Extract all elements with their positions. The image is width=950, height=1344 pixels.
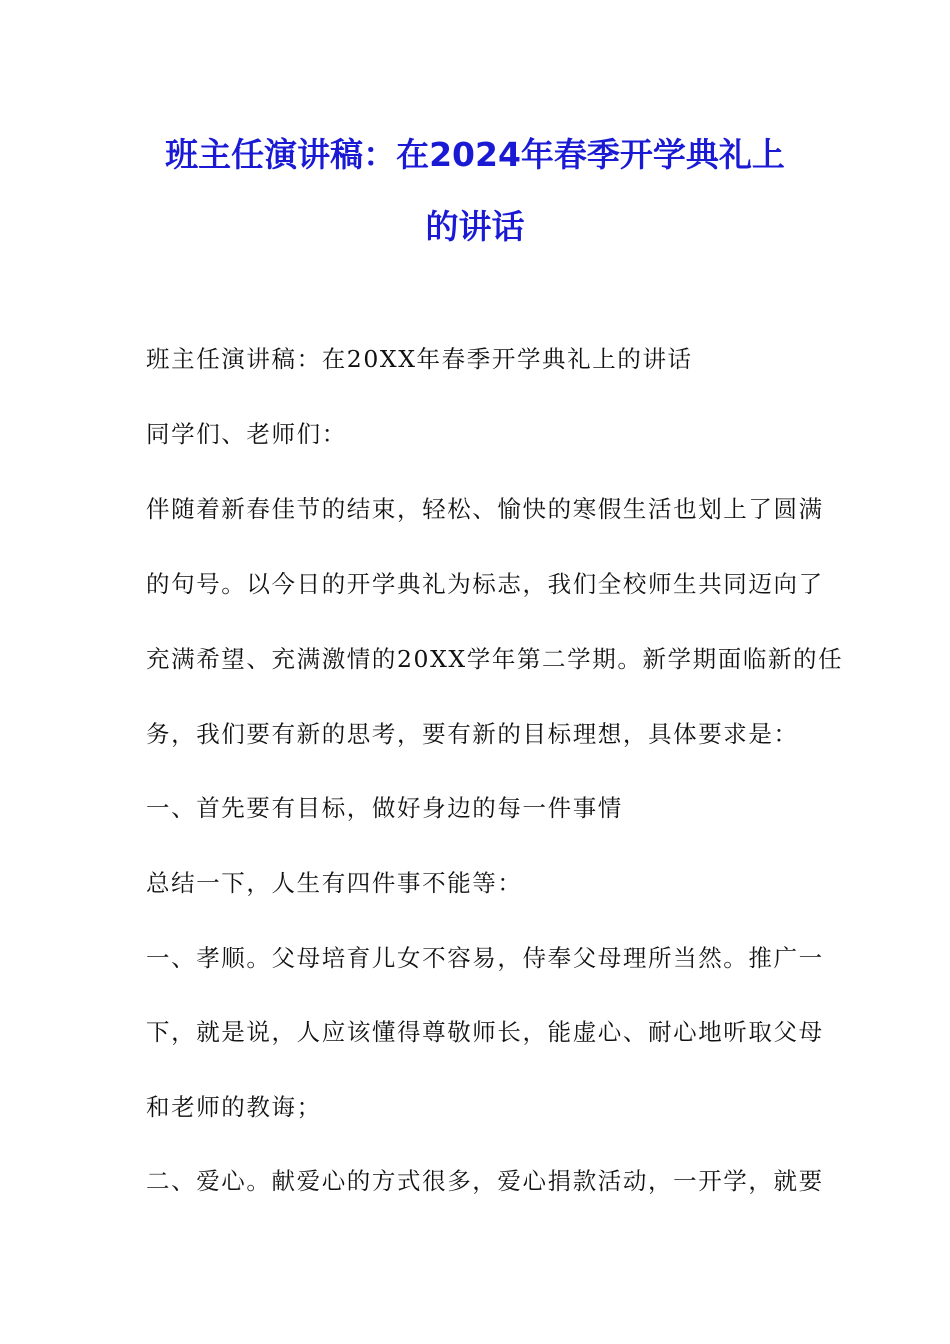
body-line-6: 务，我们要有新的思考，要有新的目标理想，具体要求是： [146,720,799,748]
body-line-10: 下，就是说，人应该懂得尊敬师长，能虚心、耐心地听取父母 [146,1018,824,1046]
body-line-12: 二、爱心。献爱心的方式很多，爱心捐款活动，一开学，就要 [146,1167,824,1195]
body-line-9: 一、孝顺。父母培育儿女不容易，侍奉父母理所当然。推广一 [146,944,824,972]
body-line-8: 总结一下，人生有四件事不能等： [146,869,523,897]
body-line-7: 一、首先要有目标，做好身边的每一件事情 [146,794,623,822]
body-line-11: 和老师的教诲； [146,1093,322,1121]
body-line-4: 的句号。以今日的开学典礼为标志，我们全校师生共同迈向了 [146,570,824,598]
document-title-line-2: 的讲话 [425,207,525,246]
body-line-1: 班主任演讲稿：在20XX年春季开学典礼上的讲话 [146,345,693,373]
body-line-5: 充满希望、充满激情的20XX学年第二学期。新学期面临新的任 [146,645,844,673]
body-line-3: 伴随着新春佳节的结束，轻松、愉快的寒假生活也划上了圆满 [146,495,824,523]
document-title-line-1: 班主任演讲稿：在2024年春季开学典礼上 [165,135,785,174]
body-line-2: 同学们、老师们： [146,420,347,448]
